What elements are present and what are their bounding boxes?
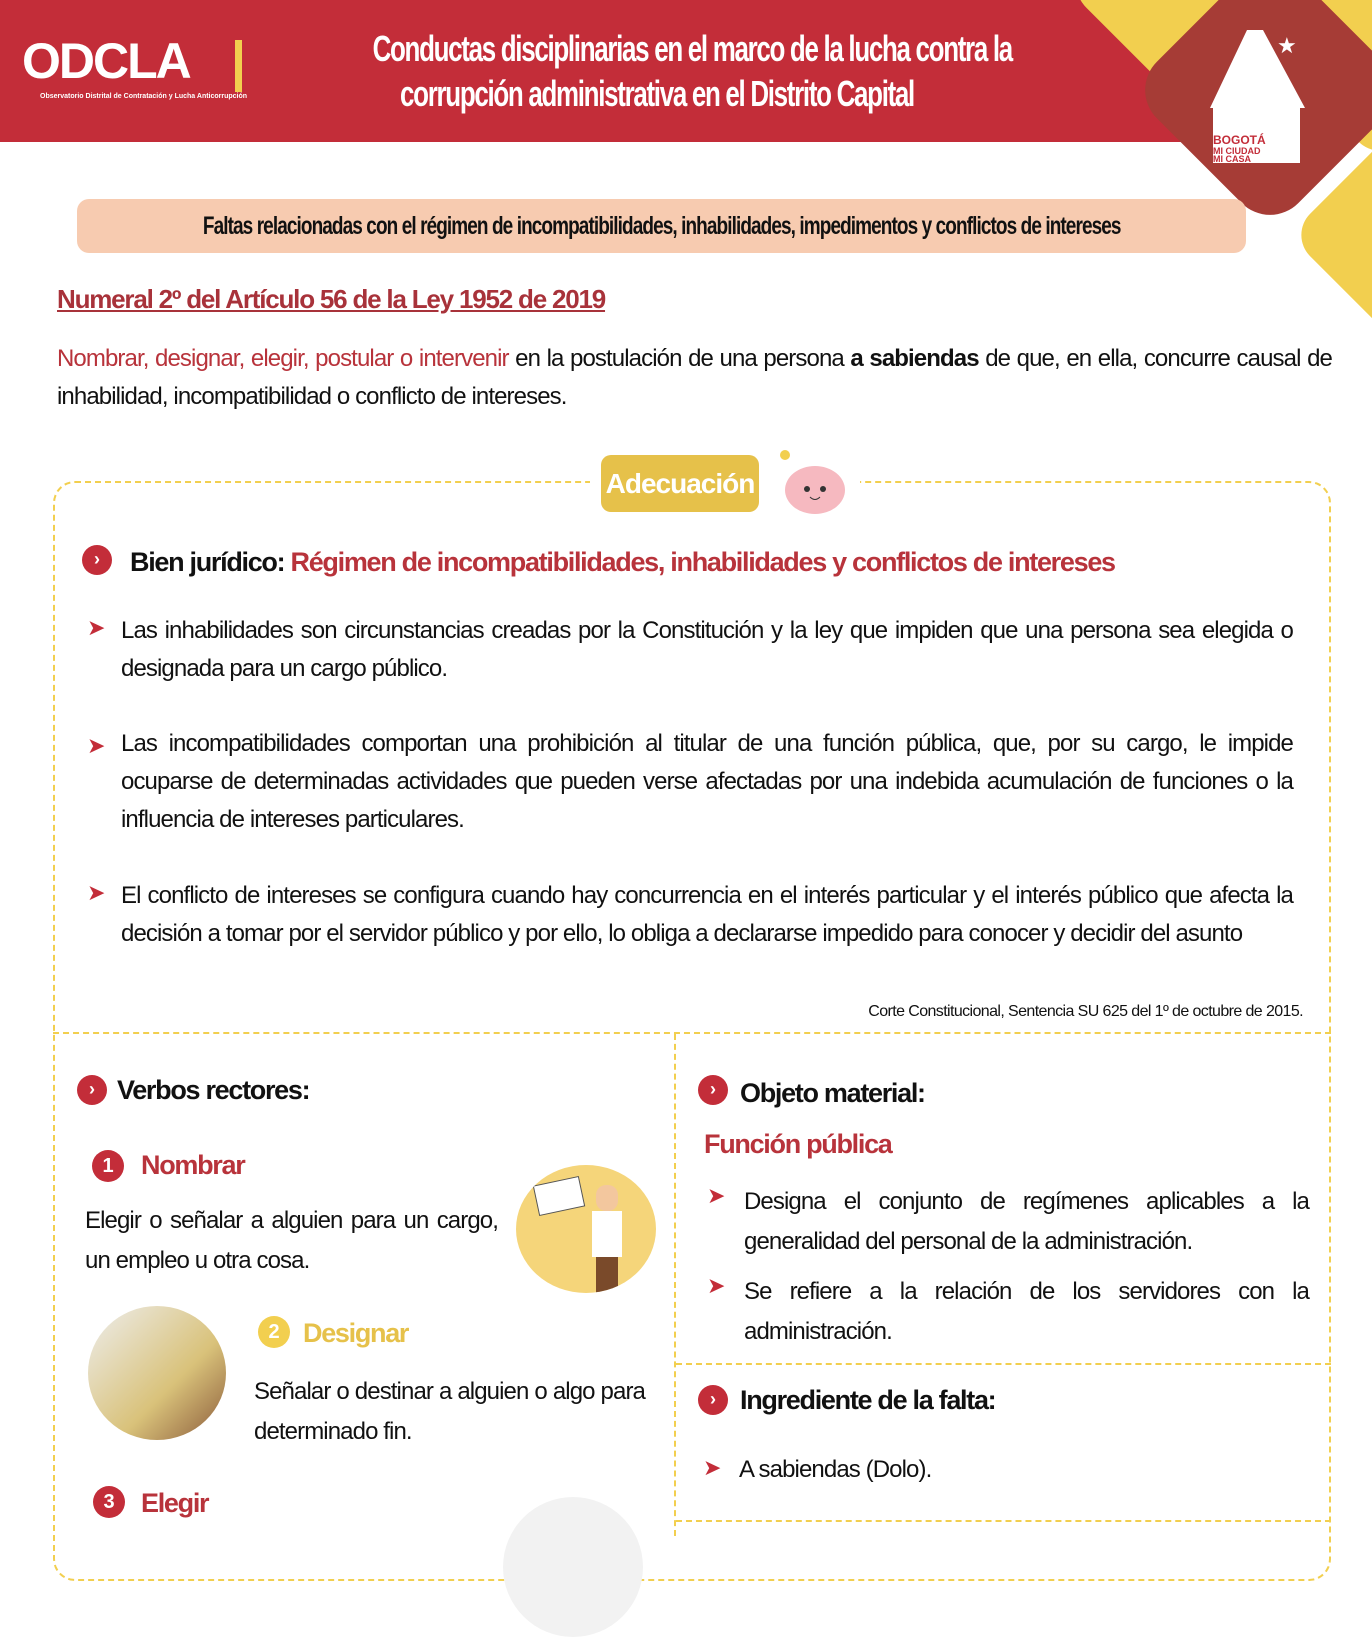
adecuacion-label: Adecuación: [601, 455, 759, 512]
section-band: [77, 199, 1246, 253]
svg-text:MI CASA: MI CASA: [1213, 154, 1251, 164]
bullet-text: El conflicto de intereses se configura cuando hay concurrencia en el interés particular y el interés público que afecta la decisión a tomar por el servidor público y por ello, lo obliga a declararse impedido para conocer y decidir del asunto: [121, 882, 1293, 947]
verb-desc: Señalar o destinar a alguien o algo para determinado fin.: [254, 1378, 645, 1445]
arrow-bullet-icon: ➤: [703, 1455, 722, 1480]
verb-name: Designar: [303, 1318, 409, 1348]
bullet-text: Las inhabilidades son circunstancias creadas por la Constitución y la ley que impiden que una persona sea elegida o designada para un cargo público.: [121, 617, 1293, 682]
objeto-subtitle: Función pública: [704, 1129, 892, 1159]
house-logo-icon: [1205, 28, 1305, 166]
bien-juridico: Bien jurídico: Régimen de incompatibilidades, inhabilidades y conflictos de intereses: [130, 547, 1115, 577]
number-badge: 2: [258, 1316, 290, 1348]
chevron-right-icon: ›: [698, 1385, 728, 1415]
arrow-bullet-icon: ➤: [707, 1183, 726, 1208]
svg-text:★: ★: [1277, 33, 1297, 58]
verb-name: Nombrar: [141, 1150, 245, 1180]
divider: [53, 1032, 1331, 1034]
arrow-bullet-icon: ➤: [87, 615, 106, 640]
section-band-text: Faltas relacionadas con el régimen de incompatibilidades, inhabilidades, impedimentos y conflictos de intereses: [202, 212, 1121, 240]
odcla-logo: ODCLA: [22, 33, 190, 89]
description: Nombrar, designar, elegir, postular o intervenir en la postulación de una persona a sabiendas de que, en ella, concurre causal de inhabilidad, incompatibilidad o conflicto de intereses.: [57, 345, 1332, 410]
divider: [235, 40, 242, 92]
ingrediente-title: Ingrediente de la falta:: [740, 1385, 996, 1415]
title-line: Conductas disciplinarias en el marco de la lucha contra la: [372, 28, 1012, 69]
objeto-title: Objeto material:: [740, 1078, 925, 1108]
chevron-right-icon: ›: [77, 1075, 107, 1105]
divider: [676, 1520, 1331, 1522]
source-citation: Corte Constitucional, Sentencia SU 625 del 1º de octubre de 2015.: [868, 1003, 1303, 1020]
brain-mascot-icon: [775, 445, 850, 525]
svg-text:MI CIUDAD: MI CIUDAD: [1213, 146, 1261, 156]
bullet-text: Designa el conjunto de regímenes aplicables a la generalidad del personal de la administración.: [744, 1188, 1309, 1255]
chevron-right-icon: ›: [82, 545, 112, 575]
page-title: [262, 26, 1052, 116]
verb-desc: Elegir o señalar a alguien para un cargo, un empleo u otra cosa.: [85, 1207, 498, 1274]
svg-text:BOGOTÁ: BOGOTÁ: [1213, 133, 1266, 147]
divider: [676, 1363, 1331, 1365]
arrow-bullet-icon: ➤: [87, 880, 106, 905]
woman-photo: [503, 1497, 643, 1637]
numeral-link[interactable]: Numeral 2º del Artículo 56 de la Ley 1952 de 2019: [57, 284, 606, 314]
man-illustration: [516, 1165, 656, 1293]
number-badge: 1: [92, 1150, 124, 1182]
bullet-text: A sabiendas (Dolo).: [739, 1456, 932, 1483]
bullet-text: Se refiere a la relación de los servidores con la administración.: [744, 1278, 1309, 1345]
title-line: corrupción administrativa en el Distrito Capital: [400, 73, 914, 114]
verbos-title: Verbos rectores:: [117, 1075, 310, 1105]
chevron-right-icon: ›: [698, 1075, 728, 1105]
woman-desk-photo: [88, 1306, 226, 1440]
number-badge: 3: [93, 1486, 125, 1518]
bullet-text: Las incompatibilidades comportan una prohibición al titular de una función pública, que, por su cargo, le impide ocuparse de determinadas actividades que pueden verse afectadas por una indebida acumulación de funciones o la influencia de intereses particulares.: [121, 730, 1293, 833]
logo-subtitle: Observatorio Distrital de Contratación y Lucha Anticorrupción: [40, 93, 248, 100]
arrow-bullet-icon: ➤: [87, 733, 106, 758]
divider: [674, 1034, 676, 1536]
verb-name: Elegir: [141, 1488, 209, 1518]
arrow-bullet-icon: ➤: [707, 1273, 726, 1298]
